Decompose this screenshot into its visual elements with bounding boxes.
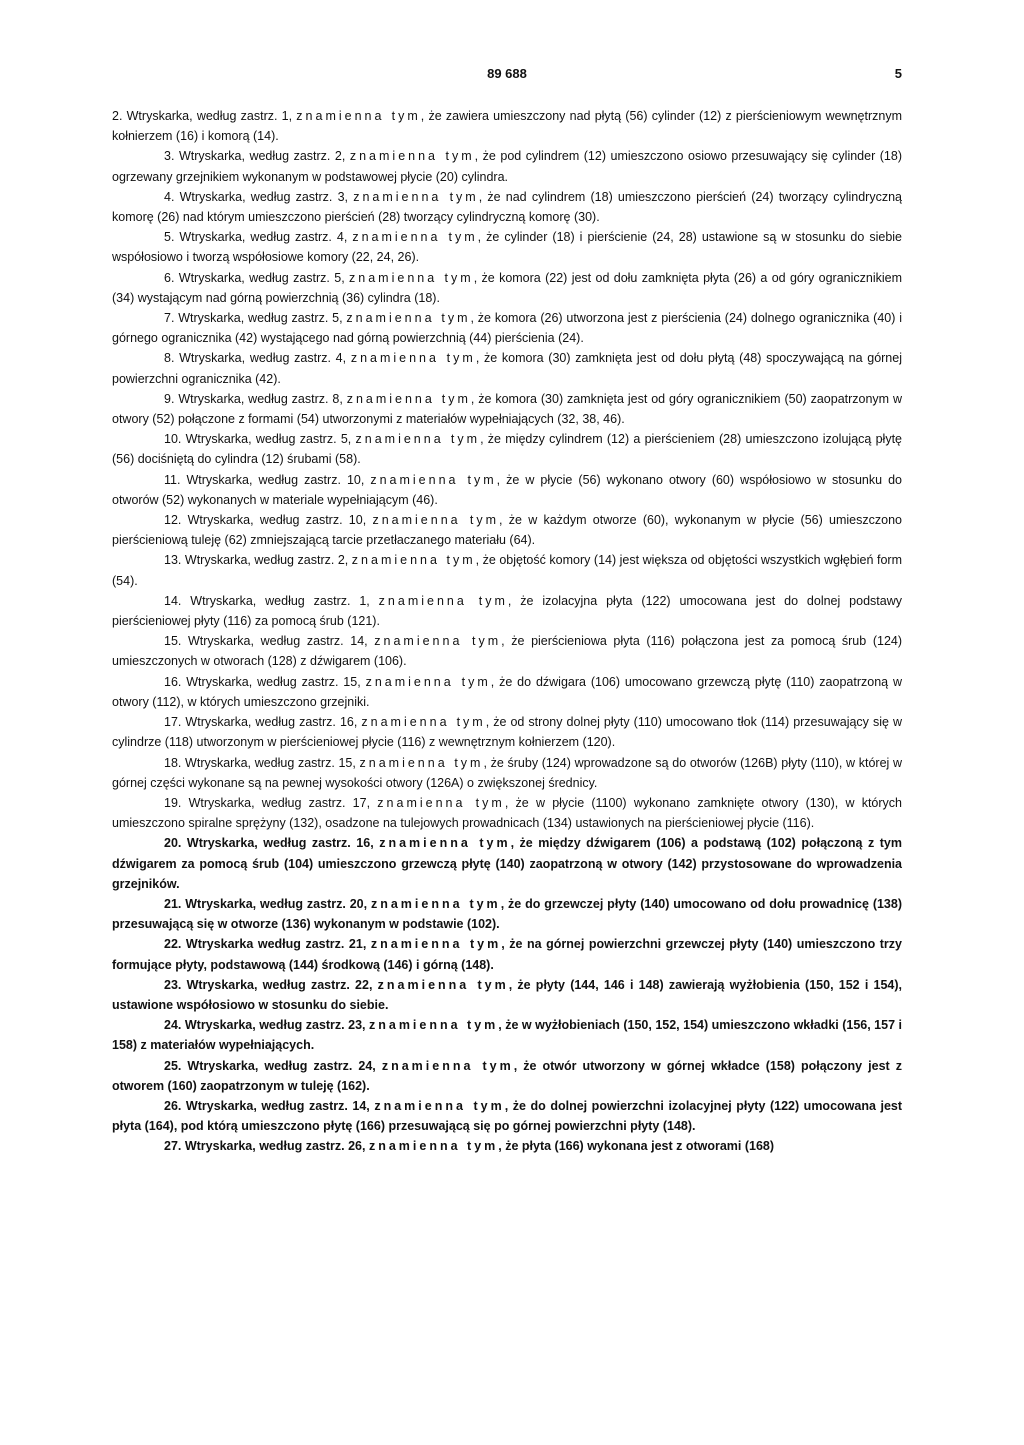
claim-body: , że pierścieniowa płyta (116) połączona jest za pomocą śrub (124) umieszczonych w otworach (128) z dźwigarem (106).	[112, 634, 903, 669]
claim-keyword: znamienna tym	[346, 311, 471, 326]
claim-paragraph	[112, 429, 902, 469]
claim-body: , że w płycie (1100) wykonano zamknięte otwory (130), w których umieszczono spiralne sprężyny (132), osadzone na tulejowych prowadnicach (134) ustawionych na pierścieniowej płycie (116).	[112, 795, 902, 831]
claim-body: , że nad cylindrem (18) umieszczono pierścień (24) tworzący cylindryczną komorę (26) nad którym umieszczono pierścień (28) tworzący cylindryczną komorę (30).	[112, 189, 902, 225]
claim-keyword: znamienna tym	[346, 391, 471, 406]
claim-keyword: znamienna tym	[351, 553, 476, 568]
claim-lead: 7. Wtryskarka, według zastrz. 5,	[164, 311, 347, 326]
claim-keyword: znamienna tym	[374, 634, 502, 649]
claim-lead: 21. Wtryskarka, według zastrz. 20,	[164, 896, 371, 911]
claim-paragraph	[112, 712, 902, 752]
claim-paragraph	[112, 672, 902, 712]
claim-paragraph	[112, 187, 902, 227]
claim-body: , że płyty (144, 146 i 148) zawierają wyżłobienia (150, 152 i 154), ustawione współosiowo w stosunku do siebie.	[112, 977, 902, 1012]
claim-lead: 20. Wtryskarka, według zastrz. 16,	[164, 836, 380, 851]
claim-lead: 24. Wtryskarka, według zastrz. 23,	[164, 1018, 369, 1033]
claim-keyword: znamienna tym	[379, 836, 511, 851]
claim-lead: 16. Wtryskarka, według zastrz. 15,	[164, 674, 366, 689]
claim-keyword: znamienna tym	[353, 189, 479, 204]
claim-body: , że w wyżłobieniach (150, 152, 154) umieszczono wkładki (156, 157 i 158) z materiałów wypełniających.	[112, 1018, 902, 1053]
claim-lead: 4. Wtryskarka, według zastrz. 3,	[164, 189, 354, 204]
claim-lead: 14. Wtryskarka, według zastrz. 1,	[164, 593, 379, 608]
claim-lead: 11. Wtryskarka, według zastrz. 10,	[164, 472, 371, 487]
claims-list	[112, 106, 902, 1157]
claim-paragraph	[112, 106, 902, 146]
claim-paragraph	[112, 753, 902, 793]
claim-keyword: znamienna tym	[296, 109, 421, 123]
claim-body: , że śruby (124) wprowadzone są do otworów (126B) płyty (110), w której w górnej części wykonane są na pewnej wysokości otwory (126A) o zwiększonej średnicy.	[112, 755, 903, 790]
claim-keyword: znamienna tym	[372, 513, 499, 528]
claim-keyword: znamienna tym	[377, 795, 505, 810]
claim-keyword: znamienna tym	[370, 937, 502, 952]
claim-keyword: znamienna tym	[370, 472, 497, 487]
claim-body: , że otwór utworzony w górnej wkładce (158) połączony jest z otworem (160) zaopatrzonym w tuleję (162).	[112, 1058, 902, 1093]
claim-paragraph	[112, 975, 902, 1015]
claim-body: , że zawiera umieszczony nad płytą (56) cylinder (12) z pierścieniowym wewnętrznym kołnierzem (16) i komorą (14).	[112, 109, 902, 144]
claim-paragraph	[112, 833, 902, 894]
claim-body: , że między dźwigarem (106) a podstawą (102) połączoną z tym dźwigarem za pomocą śrub (104) umieszczono grzewczą płytę (140) zaopatrzoną w otwory (142) przystosowane do wprowadzenia grzejników.	[112, 836, 902, 891]
claim-keyword: znamienna tym	[359, 755, 484, 770]
claim-lead: 10. Wtryskarka, według zastrz. 5,	[164, 432, 356, 447]
claim-body: , że od strony dolnej płyty (110) umocowano tłok (114) przesuwający się w cylindrze (118) utworzonym w pierścieniowej płycie (116) z wewnętrznym kołnierzem (120).	[112, 715, 903, 750]
claim-lead: 17. Wtryskarka, według zastrz. 16,	[164, 715, 362, 730]
claim-body: , że między cylindrem (12) a pierścieniem (28) umieszczono izolującą płytę (56) dociśniętą do cylindra (12) śrubami (58).	[112, 432, 903, 467]
claim-paragraph	[112, 308, 902, 348]
claim-keyword: znamienna tym	[352, 230, 478, 245]
claim-keyword: znamienna tym	[349, 149, 475, 164]
claim-keyword: znamienna tym	[377, 977, 509, 992]
claim-lead: 23. Wtryskarka, według zastrz. 22,	[164, 977, 378, 992]
claim-body: , że do dolnej powierzchni izolacyjnej płyty (122) umocowana jest płyta (164), pod którą umieszczono płytę (166) przesuwającą się po górnej powierzchni płyty (148).	[112, 1098, 903, 1134]
claim-body: , że do dźwigara (106) umocowano grzewczą płytę (110) zaopatrzoną w otwory (112), w których umieszczono grzejniki.	[112, 674, 902, 709]
claim-paragraph	[112, 1015, 902, 1055]
claim-lead: 25. Wtryskarka, według zastrz. 24,	[164, 1058, 382, 1073]
claim-keyword: znamienna tym	[361, 715, 486, 730]
claim-lead: 2. Wtryskarka, według zastrz. 1,	[112, 109, 297, 123]
claim-keyword: znamienna tym	[370, 896, 501, 911]
claim-lead: 19. Wtryskarka, według zastrz. 17,	[164, 795, 378, 810]
claim-keyword: znamienna tym	[349, 270, 474, 285]
claim-paragraph	[112, 1056, 902, 1096]
claim-lead: 3. Wtryskarka, według zastrz. 2,	[164, 149, 350, 164]
claim-lead: 18. Wtryskarka, według zastrz. 15,	[164, 755, 360, 770]
claim-body: , że komora (30) zamknięta jest od góry ogranicznikiem (50) zaopatrzonym w otwory (52) połączone z formami (54) utworzonymi z materiałów wypełniających (32, 38, 46).	[112, 391, 903, 427]
claim-paragraph	[112, 146, 902, 186]
claim-paragraph	[112, 348, 902, 388]
claim-paragraph	[112, 268, 902, 308]
claim-lead: 13. Wtryskarka, według zastrz. 2,	[164, 553, 352, 568]
claim-body: , że komora (30) zamknięta jest od dołu płytą (48) spoczywającą na górnej powierzchni ogranicznika (42).	[112, 351, 902, 386]
claim-body: , że komora (26) utworzona jest z pierścienia (24) dolnego ogranicznika (40) i górnego ogranicznika (42) wystającego nad górną powierzchnią (44) pierścienia (24).	[112, 311, 903, 346]
claim-keyword: znamienna tym	[350, 351, 476, 366]
claim-lead: 8. Wtryskarka, według zastrz. 4,	[164, 351, 351, 366]
claim-paragraph	[112, 631, 902, 671]
claim-keyword: znamienna tym	[378, 593, 508, 608]
claim-keyword: znamienna tym	[381, 1058, 514, 1073]
claim-body: , że płyta (166) wykonana jest z otworami (168)	[498, 1139, 775, 1154]
claim-lead: 22. Wtryskarka według zastrz. 21,	[164, 937, 371, 952]
claim-paragraph	[112, 591, 902, 631]
claim-keyword: znamienna tym	[374, 1098, 505, 1113]
claim-lead: 12. Wtryskarka, według zastrz. 10,	[164, 513, 373, 528]
claim-lead: 5. Wtryskarka, według zastrz. 4,	[164, 230, 353, 245]
sheet-number: 5	[894, 66, 902, 81]
claim-lead: 6. Wtryskarka, według zastrz. 5,	[164, 270, 350, 285]
claim-body: , że na górnej powierzchni grzewczej płyty (140) umieszczono trzy formujące płyty, podstawową (144) środkową (146) i górną (148).	[112, 937, 902, 972]
claim-paragraph	[112, 389, 902, 429]
claim-keyword: znamienna tym	[355, 432, 481, 447]
claim-lead: 9. Wtryskarka, według zastrz. 8,	[164, 391, 347, 406]
claim-paragraph	[112, 1096, 902, 1136]
claim-body: , że w płycie (56) wykonano otwory (60) współosiowo w stosunku do otworów (52) wykonanych w materiale wypełniającym (46).	[112, 472, 902, 507]
claim-paragraph	[112, 1136, 902, 1156]
claim-lead: 15. Wtryskarka, według zastrz. 14,	[164, 634, 375, 649]
claim-paragraph	[112, 934, 902, 974]
claim-keyword: znamienna tym	[368, 1139, 499, 1154]
claim-paragraph	[112, 227, 902, 267]
claim-paragraph	[112, 510, 902, 550]
claim-paragraph	[112, 470, 902, 510]
claim-lead: 27. Wtryskarka, według zastrz. 26,	[164, 1139, 369, 1154]
patent-number: 89 688	[487, 66, 527, 81]
claim-paragraph	[112, 894, 902, 934]
claim-keyword: znamienna tym	[368, 1018, 499, 1033]
claim-paragraph	[112, 550, 902, 590]
claim-keyword: znamienna tym	[365, 674, 491, 689]
claim-body: , że pod cylindrem (12) umieszczono osiowo przesuwający się cylinder (18) ogrzewany grzejnikiem wykonanym w podstawowej płycie (20) cylindra.	[112, 149, 902, 184]
claim-lead: 26. Wtryskarka, według zastrz. 14,	[164, 1098, 375, 1113]
claim-body: , że komora (22) jest od dołu zamknięta płyta (26) a od góry ogranicznikiem (34) wystającym nad górną powierzchnią (36) cylindra (18).	[112, 270, 903, 305]
claim-paragraph	[112, 793, 902, 833]
claim-body: , że izolacyjna płyta (122) umocowana jest do dolnej podstawy pierścieniowej płyty (116) za pomocą śrub (121).	[112, 593, 902, 629]
claim-body: , że cylinder (18) i pierścienie (24, 28) ustawione są w stosunku do siebie współosiowo i tworzą współosiowe komory (22, 24, 26).	[112, 230, 903, 265]
claim-body: , że do grzewczej płyty (140) umocowano od dołu prowadnicę (138) przesuwającą się w otworze (136) wykonanym w podstawie (102).	[112, 896, 903, 932]
page-header	[112, 66, 902, 86]
claim-body: , że w każdym otworze (60), wykonanym w płycie (56) umieszczono pierścieniową tuleję (62) zmniejszającą tarcie przetłaczanego materiału (64).	[112, 513, 902, 548]
claim-body: , że objętość komory (14) jest większa od objętości wszystkich wgłębień form (54).	[112, 553, 902, 588]
